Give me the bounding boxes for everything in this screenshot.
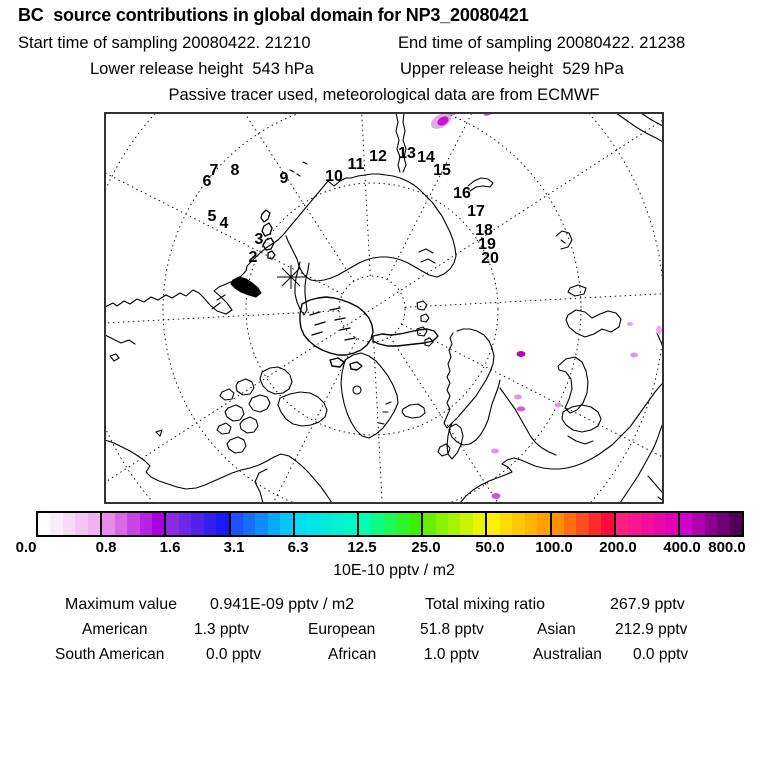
colorbar-segment — [295, 513, 359, 535]
region-label-asian: Asian — [537, 621, 576, 638]
trajectory-point-label: 9 — [279, 170, 289, 187]
trajectory-point-label: 7 — [209, 162, 219, 179]
trajectory-point-label: 20 — [481, 250, 499, 267]
colorbar-tick-label: 50.0 — [475, 539, 505, 556]
trajectory-point-label: 8 — [230, 162, 240, 179]
total-mixing-ratio-value: 267.9 pptv — [610, 596, 685, 613]
maximum-value: 0.941E-09 pptv / m2 — [210, 596, 355, 613]
region-value-european: 51.8 pptv — [420, 621, 484, 638]
end-time-label: End time of sampling 20080422. 21238 — [398, 34, 686, 52]
colorbar-segment — [423, 513, 487, 535]
region-label-south-american: South American — [55, 646, 165, 663]
stats-summary-row — [0, 596, 768, 614]
upper-release-label: Upper release height 529 hPa — [400, 60, 624, 78]
region-label-american: American — [82, 621, 148, 638]
colorbar-tick-label: 1.6 — [159, 539, 181, 556]
colorbar-tick-label: 3.1 — [223, 539, 245, 556]
colorbar-segment — [231, 513, 295, 535]
colorbar-segment — [616, 513, 680, 535]
trajectory-point-label: 10 — [325, 168, 343, 185]
region-label-australian: Australian — [533, 646, 602, 663]
trajectory-point-label: 17 — [467, 203, 485, 220]
tracer-hotspot — [630, 353, 638, 358]
total-mixing-ratio-label: Total mixing ratio — [425, 596, 546, 613]
colorbar-unit-label: 10E-10 pptv / m2 — [333, 562, 455, 579]
tracer-hotspots — [428, 109, 662, 499]
map-frame — [105, 113, 663, 503]
colorbar-segment — [552, 513, 616, 535]
colorbar-tick-labels — [0, 539, 768, 557]
colorbar-tick-label: 100.0 — [535, 539, 573, 556]
tracer-note: Passive tracer used, meteorological data are from ECMWF — [168, 86, 600, 104]
colorbar-tick-label: 0.8 — [95, 539, 117, 556]
colorbar-tick-label: 800.0 — [708, 539, 746, 556]
tracer-hotspot — [492, 493, 501, 499]
tracer-hotspot — [514, 395, 522, 400]
colorbar-segment — [166, 513, 230, 535]
region-value-asian: 212.9 pptv — [615, 621, 688, 638]
stats-region-row — [0, 646, 768, 664]
tracer-hotspot — [517, 407, 526, 412]
colorbar-tick-label: 0.0 — [15, 539, 37, 556]
colorbar — [36, 511, 744, 537]
trajectory-point-label: 12 — [369, 148, 387, 165]
page-title: BC source contributions in global domain for NP3_20080421 — [18, 5, 529, 25]
stats-region-row — [0, 621, 768, 639]
colorbar-segment — [487, 513, 551, 535]
maximum-value-label: Maximum value — [65, 596, 178, 613]
trajectory-point-label: 15 — [433, 162, 451, 179]
colorbar-tick-label: 400.0 — [663, 539, 701, 556]
region-value-american: 1.3 pptv — [194, 621, 250, 638]
coastlines — [105, 113, 663, 503]
trajectory-point-label: 5 — [207, 208, 217, 225]
trajectory-point-label: 18 — [475, 222, 493, 239]
region-label-african: African — [328, 646, 377, 663]
trajectory-point-label: 2 — [248, 249, 258, 266]
trajectory-point-label: 16 — [453, 185, 471, 202]
colorbar-tick-label: 12.5 — [347, 539, 377, 556]
start-time-label: Start time of sampling 20080422. 21210 — [18, 34, 311, 52]
region-label-european: European — [308, 621, 376, 638]
trajectory-point-label: 19 — [478, 236, 496, 253]
colorbar-tick-label: 6.3 — [287, 539, 309, 556]
trajectory-point-label: 11 — [347, 156, 365, 173]
lower-release-label: Lower release height 543 hPa — [90, 60, 314, 78]
trajectory-point-label: 4 — [219, 215, 229, 232]
tracer-hotspot — [627, 322, 633, 326]
tracer-hotspot — [555, 403, 562, 408]
colorbar-segment — [38, 513, 102, 535]
trajectory-point-label: 3 — [254, 231, 264, 248]
colorbar-segment — [102, 513, 166, 535]
region-value-south-american: 0.0 pptv — [206, 646, 262, 663]
tracer-hotspot — [517, 351, 526, 357]
region-value-australian: 0.0 pptv — [633, 646, 689, 663]
trajectory-point-label: 14 — [417, 149, 435, 166]
tracer-hotspot — [656, 326, 662, 335]
tracer-hotspot — [491, 449, 499, 454]
colorbar-segment — [680, 513, 742, 535]
colorbar-segment — [359, 513, 423, 535]
region-value-african: 1.0 pptv — [424, 646, 480, 663]
colorbar-tick-label: 200.0 — [599, 539, 637, 556]
trajectory-point-label: 13 — [398, 145, 416, 162]
colorbar-tick-label: 25.0 — [411, 539, 441, 556]
trajectory-point-label: 6 — [202, 173, 212, 190]
